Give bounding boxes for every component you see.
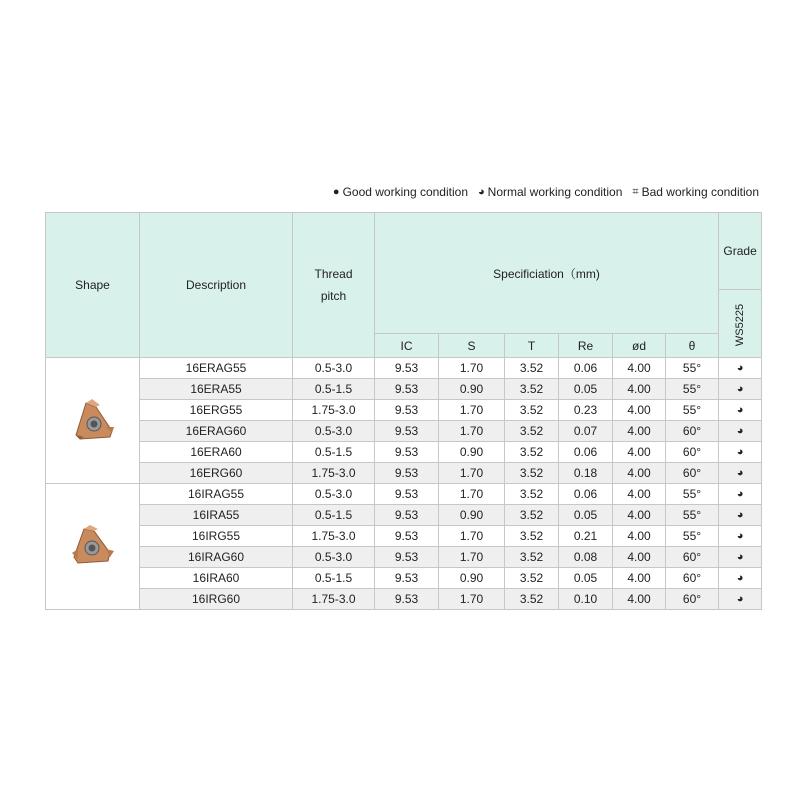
- grade-symbol-icon: ◕: [719, 568, 762, 589]
- od-cell: 4.00: [613, 421, 666, 442]
- grade-symbol-icon: ◕: [719, 547, 762, 568]
- ic-cell: 9.53: [375, 358, 439, 379]
- thread-pitch-cell: 0.5-1.5: [293, 442, 375, 463]
- s-cell: 1.70: [439, 589, 505, 610]
- theta-cell: 60°: [666, 568, 719, 589]
- t-cell: 3.52: [505, 379, 559, 400]
- s-cell: 1.70: [439, 421, 505, 442]
- theta-cell: 60°: [666, 463, 719, 484]
- t-cell: 3.52: [505, 421, 559, 442]
- thread-pitch-cell: 1.75-3.0: [293, 526, 375, 547]
- od-cell: 4.00: [613, 442, 666, 463]
- t-cell: 3.52: [505, 589, 559, 610]
- s-cell: 0.90: [439, 442, 505, 463]
- ic-cell: 9.53: [375, 463, 439, 484]
- shape-internal-cell: [46, 484, 140, 610]
- grade-symbol-icon: ◕: [719, 505, 762, 526]
- thread-pitch-cell: 0.5-3.0: [293, 484, 375, 505]
- t-cell: 3.52: [505, 505, 559, 526]
- od-cell: 4.00: [613, 568, 666, 589]
- table-row: [46, 505, 762, 526]
- s-cell: 1.70: [439, 400, 505, 421]
- table-row: [46, 568, 762, 589]
- theta-cell: 60°: [666, 442, 719, 463]
- shape-external-cell: [46, 358, 140, 484]
- ic-cell: 9.53: [375, 547, 439, 568]
- description-cell: 16IRAG55: [140, 484, 293, 505]
- description-cell: 16IRG55: [140, 526, 293, 547]
- external-thread-insert-icon: [70, 397, 116, 441]
- t-cell: 3.52: [505, 568, 559, 589]
- grade-code-label: WS5225: [734, 303, 747, 346]
- header-ic: IC: [375, 334, 439, 358]
- t-cell: 3.52: [505, 358, 559, 379]
- table-row: [46, 442, 762, 463]
- header-t: T: [505, 334, 559, 358]
- legend-bad: [632, 185, 759, 199]
- t-cell: 3.52: [505, 526, 559, 547]
- ic-cell: 9.53: [375, 589, 439, 610]
- re-cell: 0.06: [559, 358, 613, 379]
- table-row: [46, 484, 762, 505]
- thread-pitch-cell: 0.5-3.0: [293, 547, 375, 568]
- legend-normal: [478, 185, 622, 199]
- re-cell: 0.08: [559, 547, 613, 568]
- grade-symbol-icon: ◕: [719, 589, 762, 610]
- re-cell: 0.10: [559, 589, 613, 610]
- re-cell: 0.07: [559, 421, 613, 442]
- header-thread-pitch-line2: pitch: [320, 289, 347, 303]
- grade-symbol-icon: ◕: [719, 442, 762, 463]
- thread-pitch-cell: 0.5-1.5: [293, 568, 375, 589]
- re-cell: 0.18: [559, 463, 613, 484]
- ic-cell: 9.53: [375, 568, 439, 589]
- theta-cell: 55°: [666, 400, 719, 421]
- theta-cell: 55°: [666, 379, 719, 400]
- s-cell: 1.70: [439, 358, 505, 379]
- od-cell: 4.00: [613, 526, 666, 547]
- thread-pitch-cell: 0.5-1.5: [293, 505, 375, 526]
- thread-pitch-cell: 1.75-3.0: [293, 400, 375, 421]
- thread-pitch-cell: 1.75-3.0: [293, 589, 375, 610]
- od-cell: 4.00: [613, 589, 666, 610]
- spec-table: [45, 212, 762, 610]
- od-cell: 4.00: [613, 547, 666, 568]
- description-cell: 16ERA60: [140, 442, 293, 463]
- theta-cell: 60°: [666, 547, 719, 568]
- re-cell: 0.23: [559, 400, 613, 421]
- ic-cell: 9.53: [375, 484, 439, 505]
- thread-pitch-cell: 0.5-1.5: [293, 379, 375, 400]
- header-thread-pitch: [293, 213, 375, 358]
- legend-normal-label: Normal working condition: [487, 185, 623, 199]
- table-row: [46, 526, 762, 547]
- description-cell: 16ERA55: [140, 379, 293, 400]
- s-cell: 0.90: [439, 379, 505, 400]
- header-description: Description: [140, 213, 293, 358]
- description-cell: 16IRAG60: [140, 547, 293, 568]
- od-cell: 4.00: [613, 505, 666, 526]
- s-cell: 1.70: [439, 547, 505, 568]
- s-cell: 1.70: [439, 463, 505, 484]
- grade-symbol-icon: ◕: [719, 379, 762, 400]
- description-cell: 16IRG60: [140, 589, 293, 610]
- description-cell: 16ERG60: [140, 463, 293, 484]
- internal-thread-insert-icon: [70, 523, 116, 567]
- description-cell: 16ERAG60: [140, 421, 293, 442]
- t-cell: 3.52: [505, 484, 559, 505]
- ic-cell: 9.53: [375, 526, 439, 547]
- table-row: [46, 463, 762, 484]
- ic-cell: 9.53: [375, 505, 439, 526]
- description-cell: 16IRA55: [140, 505, 293, 526]
- table-row: [46, 421, 762, 442]
- t-cell: 3.52: [505, 442, 559, 463]
- legend-bad-label: Bad working condition: [641, 185, 759, 199]
- header-thread-pitch-line1: Thread: [314, 267, 353, 281]
- ic-cell: 9.53: [375, 442, 439, 463]
- s-cell: 1.70: [439, 484, 505, 505]
- table-row: [46, 589, 762, 610]
- good-symbol-icon: ●: [332, 186, 340, 198]
- header-re: Re: [559, 334, 613, 358]
- t-cell: 3.52: [505, 547, 559, 568]
- header-grade: Grade: [719, 213, 762, 290]
- s-cell: 1.70: [439, 526, 505, 547]
- od-cell: 4.00: [613, 463, 666, 484]
- table-row: [46, 358, 762, 379]
- od-cell: 4.00: [613, 379, 666, 400]
- theta-cell: 55°: [666, 526, 719, 547]
- od-cell: 4.00: [613, 400, 666, 421]
- re-cell: 0.05: [559, 505, 613, 526]
- grade-symbol-icon: ◕: [719, 484, 762, 505]
- re-cell: 0.06: [559, 484, 613, 505]
- ic-cell: 9.53: [375, 421, 439, 442]
- od-cell: 4.00: [613, 358, 666, 379]
- s-cell: 0.90: [439, 568, 505, 589]
- theta-cell: 55°: [666, 505, 719, 526]
- t-cell: 3.52: [505, 463, 559, 484]
- description-cell: 16ERAG55: [140, 358, 293, 379]
- theta-cell: 60°: [666, 589, 719, 610]
- re-cell: 0.05: [559, 379, 613, 400]
- ic-cell: 9.53: [375, 400, 439, 421]
- grade-symbol-icon: ◕: [719, 421, 762, 442]
- re-cell: 0.06: [559, 442, 613, 463]
- t-cell: 3.52: [505, 400, 559, 421]
- table-row: [46, 547, 762, 568]
- header-s: S: [439, 334, 505, 358]
- grade-symbol-icon: ◕: [719, 358, 762, 379]
- legend-good: [333, 185, 468, 199]
- re-cell: 0.21: [559, 526, 613, 547]
- header-grade-code: [719, 290, 762, 358]
- thread-pitch-cell: 1.75-3.0: [293, 463, 375, 484]
- legend: [333, 185, 759, 199]
- description-cell: 16ERG55: [140, 400, 293, 421]
- bad-symbol-icon: ⌗: [632, 185, 639, 198]
- ic-cell: 9.53: [375, 379, 439, 400]
- header-od: ød: [613, 334, 666, 358]
- grade-symbol-icon: ◕: [719, 526, 762, 547]
- theta-cell: 60°: [666, 421, 719, 442]
- theta-cell: 55°: [666, 484, 719, 505]
- grade-symbol-icon: ◕: [719, 400, 762, 421]
- grade-symbol-icon: ◕: [719, 463, 762, 484]
- s-cell: 0.90: [439, 505, 505, 526]
- header-theta: θ: [666, 334, 719, 358]
- normal-symbol-icon: ◕: [478, 186, 485, 198]
- header-shape: Shape: [46, 213, 140, 358]
- description-cell: 16IRA60: [140, 568, 293, 589]
- legend-good-label: Good working condition: [342, 185, 468, 199]
- table-row: [46, 379, 762, 400]
- table-row: [46, 400, 762, 421]
- thread-pitch-cell: 0.5-3.0: [293, 358, 375, 379]
- thread-pitch-cell: 0.5-3.0: [293, 421, 375, 442]
- header-specification: Specificiation（mm): [375, 213, 719, 334]
- theta-cell: 55°: [666, 358, 719, 379]
- re-cell: 0.05: [559, 568, 613, 589]
- od-cell: 4.00: [613, 484, 666, 505]
